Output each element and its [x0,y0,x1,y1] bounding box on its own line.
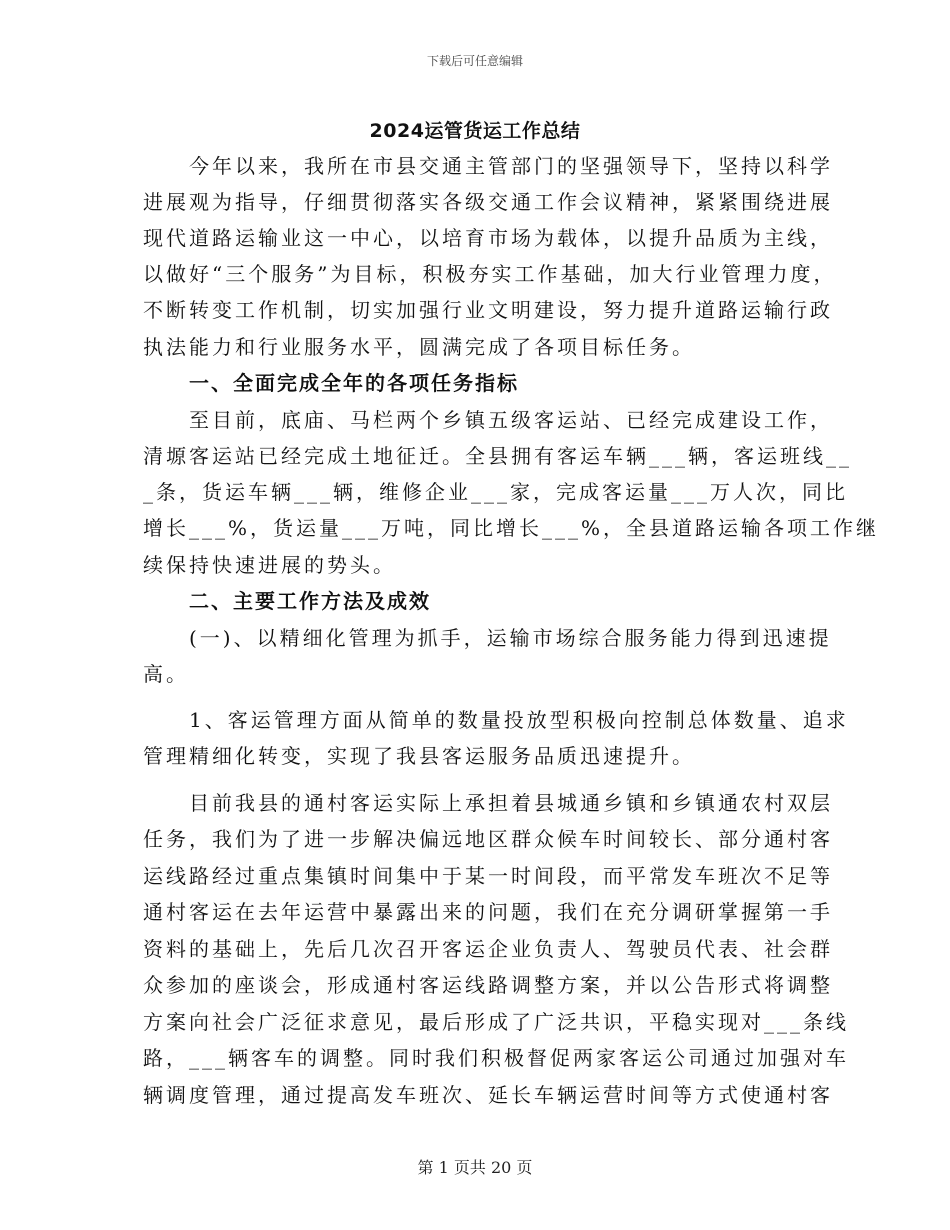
paragraph-line: (一)、以精细化管理为抓手，运输市场综合服务能力得到迅速提 [189,626,832,650]
paragraph-line: 续保持快速进展的势头。 [143,553,396,577]
section-heading: 二、主要工作方法及成效 [189,589,431,613]
paragraph-line: 现代道路运输业这一中心，以培育市场为载体，以提升品质为主线， [143,226,833,250]
paragraph-line: 以做好“三个服务”为目标，积极夯实工作基础，加大行业管理力度， [143,262,837,286]
document-title: 2024运管货运工作总结 [369,120,581,142]
paragraph-line: 1、客运管理方面从简单的数量投放型积极向控制总体数量、追求 [189,708,849,732]
paragraph-line: 运线路经过重点集镇时间集中于某一时间段，而平常发车班次不足等 [143,864,833,888]
paragraph-line: 众参加的座谈会，形成通村客运线路调整方案，并以公告形式将调整 [143,973,833,997]
paragraph-line: 增长___%，货运量___万吨，同比增长___%，全县道路运输各项工作继 [143,516,880,540]
paragraph-line: 清塬客运站已经完成土地征迁。全县拥有客运车辆___辆，客运班线__ [143,444,852,468]
paragraph-line: 任务，我们为了进一步解决偏远地区群众候车时间较长、部分通村客 [143,827,833,851]
paragraph-line: 管理精细化转变，实现了我县客运服务品质迅速提升。 [143,744,695,768]
paragraph-line: 今年以来，我所在市县交通主管部门的坚强领导下，坚持以科学 [189,154,833,178]
paragraph-line: 执法能力和行业服务水平，圆满完成了各项目标任务。 [143,335,695,359]
paragraph-line: 至目前，底庙、马栏两个乡镇五级客运站、已经完成建设工作， [189,408,833,432]
paragraph-line: 资料的基础上，先后几次召开客运企业负责人、驾驶员代表、社会群 [143,937,833,961]
page-number: 第 1 页共 20 页 [417,1158,533,1177]
page-header-note: 下载后可任意编辑 [426,54,523,68]
paragraph-line: 辆调度管理，通过提高发车班次、延长车辆运营时间等方式使通村客 [143,1083,833,1107]
paragraph-line: 不断转变工作机制，切实加强行业文明建设，努力提升道路运输行政 [143,298,833,322]
paragraph-line: 高。 [143,662,189,686]
paragraph-line: 进展观为指导，仔细贯彻落实各级交通工作会议精神，紧紧围绕进展 [143,190,833,214]
paragraph-line: 路，___辆客车的调整。同时我们积极督促两家客运公司通过加强对车 [143,1046,849,1070]
section-heading: 一、全面完成全年的各项任务指标 [189,371,519,395]
paragraph-line: 通村客运在去年运营中暴露出来的问题，我们在充分调研掌握第一手 [143,900,833,924]
paragraph-line: 目前我县的通村客运实际上承担着县城通乡镇和乡镇通农村双层 [189,791,833,815]
paragraph-line: 方案向社会广泛征求意见，最后形成了广泛共识，平稳实现对___条线 [143,1010,849,1034]
paragraph-line: _条，货运车辆___辆，维修企业___家，完成客运量___万人次，同比 [143,480,848,504]
